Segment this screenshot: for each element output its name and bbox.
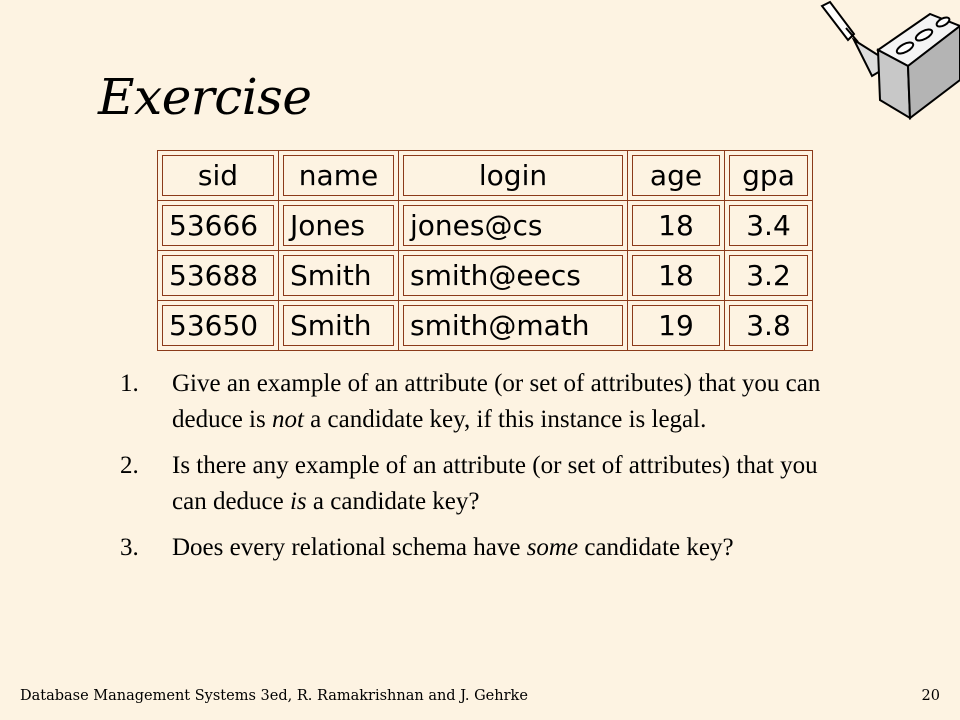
column-header-sid: sid (158, 151, 279, 201)
emphasis: is (289, 488, 307, 515)
cell-age: 18 (628, 251, 725, 301)
table-header-row (158, 151, 813, 201)
column-header-age: age (628, 151, 725, 201)
cell-age: 18 (628, 201, 725, 251)
cell-age: 19 (628, 301, 725, 351)
table-row (158, 201, 813, 251)
cell-login: jones@cs (399, 201, 628, 251)
question-number: 1. (120, 370, 139, 397)
cell-name: Smith (279, 251, 399, 301)
question-list (120, 366, 850, 576)
emphasis: some (526, 534, 579, 561)
cell-sid: 53650 (158, 301, 279, 351)
cell-login: smith@eecs (399, 251, 628, 301)
question-item (120, 366, 850, 438)
question-number: 2. (120, 452, 139, 479)
question-text: Does every relational schema have some candidate key? (172, 534, 734, 561)
trowel-and-brick-logo (812, 0, 960, 120)
cell-gpa: 3.2 (725, 251, 813, 301)
footer-citation: Database Management Systems 3ed, R. Ramakrishnan and J. Gehrke (20, 688, 528, 704)
column-header-gpa: gpa (725, 151, 813, 201)
students-relation-table (157, 150, 813, 351)
cell-name: Smith (279, 301, 399, 351)
cell-gpa: 3.4 (725, 201, 813, 251)
table-row (158, 251, 813, 301)
cell-gpa: 3.8 (725, 301, 813, 351)
question-item (120, 448, 850, 520)
page-number: 20 (921, 688, 940, 704)
question-item (120, 530, 850, 566)
column-header-login: login (399, 151, 628, 201)
column-header-name: name (279, 151, 399, 201)
question-text: Is there any example of an attribute (or set of attributes) that you can deduce is a candidate key? (172, 452, 818, 515)
table-row (158, 301, 813, 351)
cell-sid: 53688 (158, 251, 279, 301)
question-number: 3. (120, 534, 139, 561)
emphasis: not (271, 406, 304, 433)
cell-sid: 53666 (158, 201, 279, 251)
question-text: Give an example of an attribute (or set of attributes) that you can deduce is not a candidate key, if this instance is legal. (172, 370, 821, 433)
cell-login: smith@math (399, 301, 628, 351)
cell-name: Jones (279, 201, 399, 251)
slide-title: Exercise (98, 68, 312, 126)
